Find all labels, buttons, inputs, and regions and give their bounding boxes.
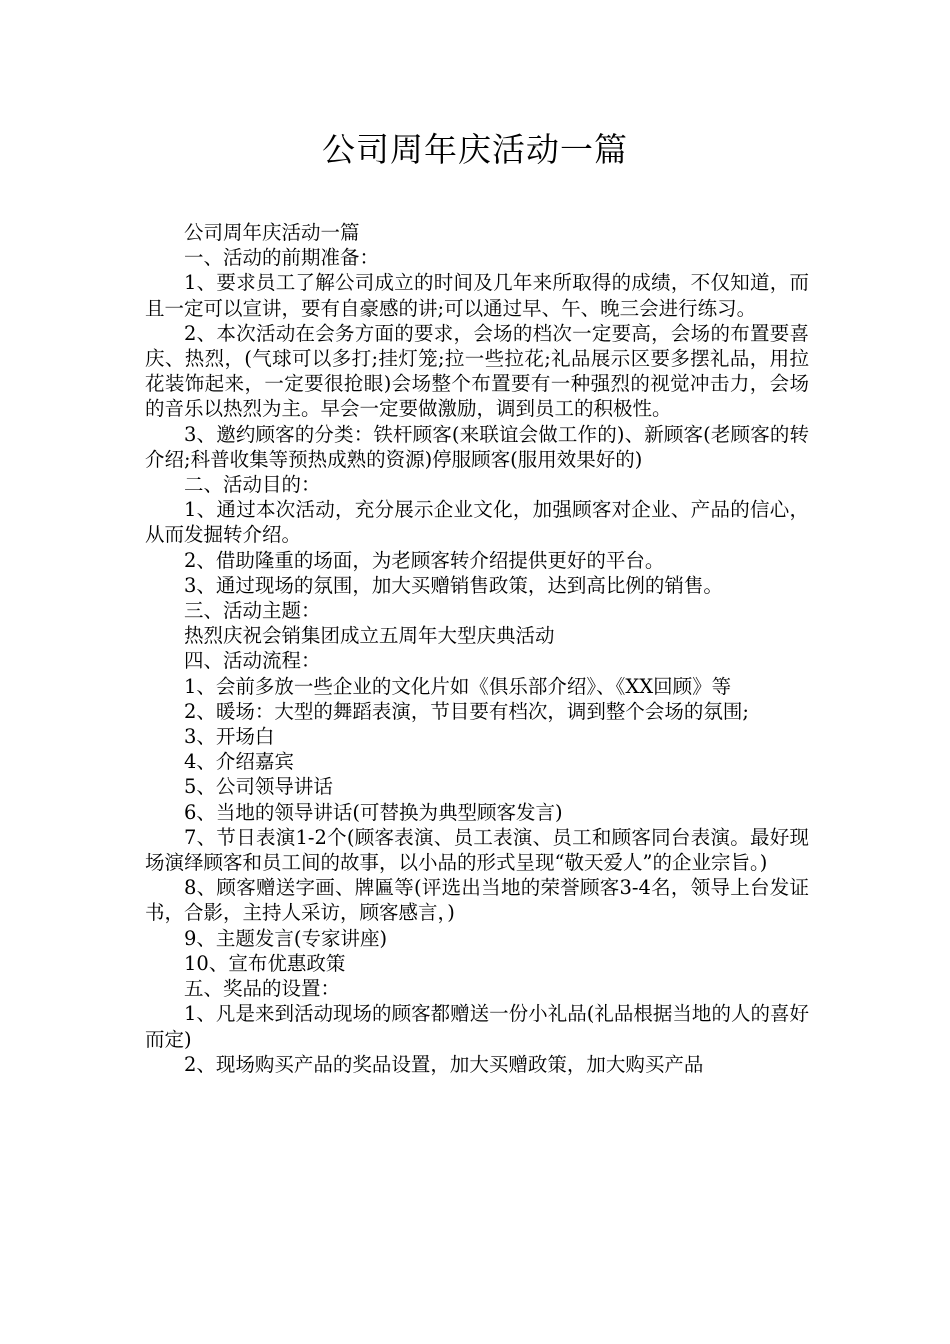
document-title: 公司周年庆活动一篇 <box>322 130 628 169</box>
document-body <box>145 220 809 1077</box>
intro-heading: 公司周年庆活动一篇 <box>184 221 360 244</box>
section-heading-purpose: 二、活动目的： <box>184 473 321 497</box>
list-item: 2、暖场：大型的舞蹈表演，节目要有档次，调到整个会场的氛围; <box>184 699 749 723</box>
paragraph: 1、通过本次活动，充分展示企业文化，加强顾客对企业、产品的信心，从而发掘转介绍。 <box>145 498 809 547</box>
list-item: 7、节日表演1-2个(顾客表演、员工表演、员工和顾客同台表演。最好现场演绎顾客和员工间的故事，以小品的形式呈现“敬天爱人”的企业宗旨。) <box>145 825 809 875</box>
section-heading-theme: 三、活动主题： <box>184 599 321 623</box>
section-heading-preparation: 一、活动的前期准备： <box>184 246 380 270</box>
list-item: 2、现场购买产品的奖品设置，加大买赠政策，加大购买产品 <box>184 1052 704 1076</box>
paragraph: 2、借助隆重的场面，为老顾客转介绍提供更好的平台。 <box>184 548 665 572</box>
paragraph: 2、本次活动在会务方面的要求，会场的档次一定要高，会场的布置要喜庆、热烈，(气球可以多打;挂灯笼;拉一些拉花;礼品展示区要多摆礼品，用拉花装饰起来，一定要很抢眼)会场整个布置要有一种强烈的视觉冲击力，会场的音乐以热烈为主。早会一定要做激励，调到员工的积极性。 <box>145 321 809 421</box>
list-item: 3、开场白 <box>184 725 275 749</box>
paragraph: 3、通过现场的氛围，加大买赠销售政策，达到高比例的销售。 <box>184 573 723 597</box>
section-heading-prizes: 五、奖品的设置： <box>184 977 341 1001</box>
list-item: 6、当地的领导讲话(可替换为典型顾客发言) <box>184 800 563 824</box>
list-item: 1、凡是来到活动现场的顾客都赠送一份小礼品(礼品根据当地的人的喜好而定) <box>145 1002 809 1051</box>
paragraph: 热烈庆祝会销集团成立五周年大型庆典活动 <box>184 624 555 648</box>
list-item: 4、介绍嘉宾 <box>184 750 294 774</box>
list-item: 5、公司领导讲话 <box>184 775 333 799</box>
list-item: 10、宣布优惠政策 <box>184 951 346 975</box>
list-item: 1、会前多放一些企业的文化片如《俱乐部介绍》、《XX回顾》等 <box>184 674 732 698</box>
section-heading-process: 四、活动流程： <box>184 649 321 673</box>
paragraph: 3、邀约顾客的分类：铁杆顾客(来联谊会做工作的)、新顾客(老顾客的转介绍;科普收集等预热成熟的资源)停服顾客(服用效果好的) <box>145 422 809 471</box>
paragraph: 1、要求员工了解公司成立的时间及几年来所取得的成绩，不仅知道，而且一定可以宣讲，要有自豪感的讲;可以通过早、午、晚三会进行练习。 <box>145 271 809 320</box>
list-item: 8、顾客赠送字画、牌匾等(评选出当地的荣誉顾客3-4名，领导上台发证书，合影，主持人采访，顾客感言，) <box>145 876 809 925</box>
list-item: 9、主题发言(专家讲座) <box>184 926 388 950</box>
